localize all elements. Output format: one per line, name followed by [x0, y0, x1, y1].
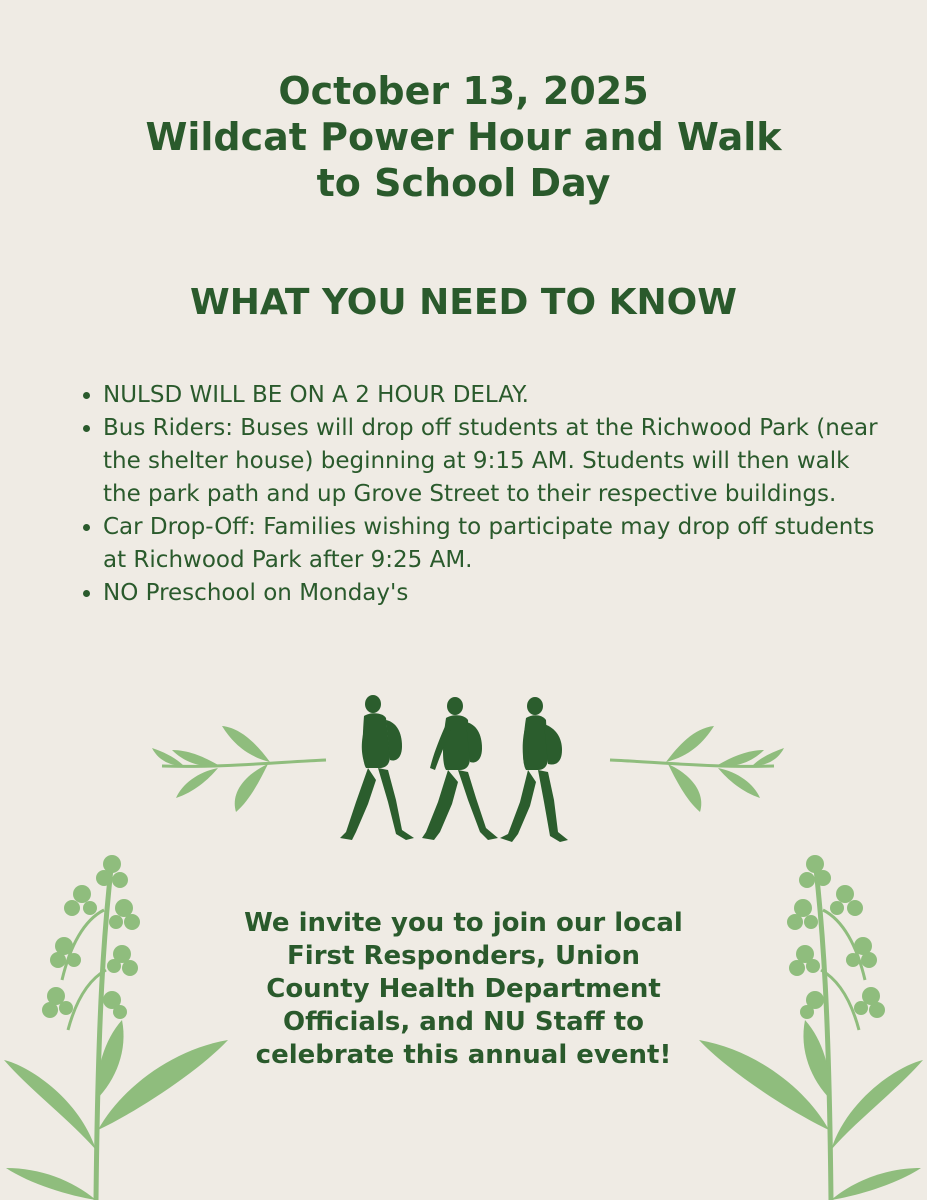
leaf-branch-icon	[606, 722, 786, 818]
title-line-event: Wildcat Power Hour and Walk	[145, 115, 782, 159]
event-title	[0, 68, 927, 206]
invite-line: Officials, and NU Staff to	[282, 1007, 645, 1037]
wildflower-stem-icon	[0, 850, 240, 1200]
section-heading: WHAT YOU NEED TO KNOW	[190, 282, 737, 323]
list-item: • NULSD WILL BE ON A 2 HOUR DELAY.	[103, 379, 893, 412]
list-item: • Bus Riders: Buses will drop off students at the Richwood Park (near the shelter house) beginning at 9:15 AM. Students will then walk the park path and up Grove Street to their respective buildings.	[103, 412, 893, 511]
wildflower-stem-icon	[687, 850, 927, 1200]
title-line-event-cont: to School Day	[316, 161, 611, 205]
invite-line: First Responders, Union	[287, 941, 640, 971]
invite-line: We invite you to join our local	[244, 908, 683, 938]
invite-line: County Health Department	[266, 974, 661, 1004]
invite-line: celebrate this annual event!	[255, 1040, 672, 1070]
list-item: • Car Drop-Off: Families wishing to participate may drop off students at Richwood Park after 9:25 AM.	[103, 511, 893, 577]
list-item: • NO Preschool on Monday's	[103, 577, 893, 610]
info-list	[72, 379, 893, 610]
title-line-date: October 13, 2025	[278, 69, 649, 113]
walking-students-icon	[330, 692, 580, 848]
invitation-text	[205, 907, 722, 1072]
leaf-branch-icon	[150, 722, 330, 818]
